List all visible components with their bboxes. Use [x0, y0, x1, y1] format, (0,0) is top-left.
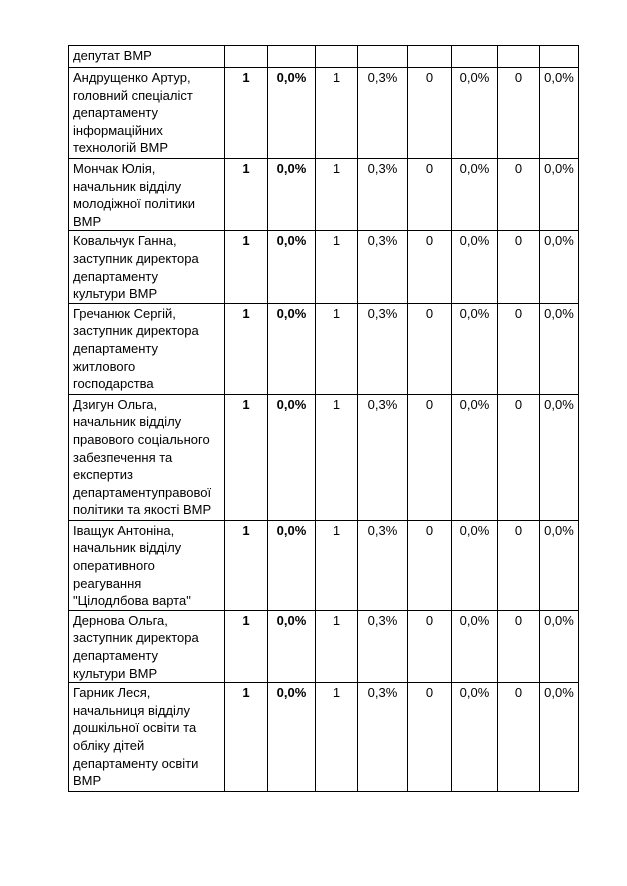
cell-count-4: 0 — [498, 683, 540, 792]
cell-percent-3: 0,0% — [452, 68, 498, 159]
cell-count-2: 1 — [316, 520, 358, 610]
person-text-line: департаменту — [73, 647, 159, 663]
person-text-line: "Цілодлбова варта" — [73, 593, 191, 609]
person-text-line: культури ВМР — [73, 286, 158, 302]
person-text-line: житлового — [73, 358, 136, 374]
person-text-line: обліку дітей — [73, 737, 145, 753]
person-text-line: департаменту — [73, 268, 159, 284]
cell-percent-3: 0,0% — [452, 303, 498, 394]
cell-count-3 — [408, 46, 452, 68]
cell-count-1: 1 — [225, 520, 268, 610]
cell-percent-3: 0,0% — [452, 159, 498, 231]
cell-percent-1: 0,0% — [268, 520, 316, 610]
cell-person — [69, 46, 225, 68]
cell-percent-1: 0,0% — [268, 159, 316, 231]
cell-percent-2 — [358, 46, 408, 68]
cell-percent-3 — [452, 46, 498, 68]
cell-percent-4: 0,0% — [540, 610, 579, 682]
cell-count-1: 1 — [225, 68, 268, 159]
cell-percent-3: 0,0% — [452, 231, 498, 303]
person-text-line: реагування — [73, 575, 142, 591]
cell-percent-1: 0,0% — [268, 231, 316, 303]
table-row — [69, 610, 579, 682]
cell-count-3: 0 — [408, 610, 452, 682]
cell-person — [69, 610, 225, 682]
table-row — [69, 683, 579, 792]
person-text-line: начальник відділу — [73, 178, 182, 194]
person-text-line: Гречанюк Сергій, — [73, 305, 176, 321]
cell-person — [69, 394, 225, 520]
cell-percent-3: 0,0% — [452, 610, 498, 682]
person-text-line: політики та якості ВМР — [73, 502, 212, 518]
cell-count-4: 0 — [498, 68, 540, 159]
cell-person — [69, 520, 225, 610]
table-row — [69, 520, 579, 610]
person-text-line: Андрущенко Артур, — [73, 70, 191, 85]
person-text-line: Дернова Ольга, — [73, 612, 168, 628]
cell-percent-2: 0,3% — [358, 303, 408, 394]
results-table — [68, 45, 579, 792]
cell-person — [69, 303, 225, 394]
person-text-line: експертиз — [73, 467, 133, 483]
cell-count-1: 1 — [225, 683, 268, 792]
person-text-line: господарства — [73, 376, 154, 392]
cell-percent-4: 0,0% — [540, 68, 579, 159]
cell-count-3: 0 — [408, 520, 452, 610]
person-text-line: правового соціального — [73, 431, 210, 447]
cell-count-3: 0 — [408, 303, 452, 394]
cell-percent-1: 0,0% — [268, 683, 316, 792]
table-row — [69, 46, 579, 68]
cell-percent-1: 0,0% — [268, 610, 316, 682]
person-text-line: департаменту освіти — [73, 755, 199, 771]
table-row — [69, 394, 579, 520]
person-text-line: заступник директора — [73, 323, 199, 339]
person-text-line: культури ВМР — [73, 665, 158, 681]
person-text-line: Мончак Юлія, — [73, 161, 156, 176]
cell-percent-1: 0,0% — [268, 68, 316, 159]
cell-percent-4: 0,0% — [540, 394, 579, 520]
person-text-line: Дзигун Ольга, — [73, 396, 158, 412]
table-body — [69, 46, 579, 792]
cell-count-1: 1 — [225, 159, 268, 231]
person-text-line: начальник відділу — [73, 414, 182, 430]
person-text-line: ВМР — [73, 213, 102, 229]
cell-count-2: 1 — [316, 159, 358, 231]
cell-percent-4: 0,0% — [540, 520, 579, 610]
cell-person — [69, 68, 225, 159]
cell-percent-4 — [540, 46, 579, 68]
person-text-line: Гарник Леся, — [73, 685, 151, 701]
person-text-line: забезпечення та — [73, 449, 173, 465]
cell-count-2: 1 — [316, 394, 358, 520]
cell-count-3: 0 — [408, 159, 452, 231]
person-text-line: департаменту — [73, 105, 159, 121]
cell-count-1: 1 — [225, 231, 268, 303]
cell-percent-2: 0,3% — [358, 159, 408, 231]
cell-count-4: 0 — [498, 159, 540, 231]
person-text-line: департаменту — [73, 340, 159, 356]
person-text-line: заступник директора — [73, 250, 199, 266]
cell-percent-2: 0,3% — [358, 683, 408, 792]
cell-count-1: 1 — [225, 610, 268, 682]
cell-count-4: 0 — [498, 303, 540, 394]
cell-count-2: 1 — [316, 610, 358, 682]
cell-percent-3: 0,0% — [452, 683, 498, 792]
person-text-line: оперативного — [73, 557, 155, 573]
cell-count-2: 1 — [316, 683, 358, 792]
cell-percent-2: 0,3% — [358, 520, 408, 610]
table-row — [69, 303, 579, 394]
person-text-line: начальник відділу — [73, 540, 182, 556]
cell-count-3: 0 — [408, 231, 452, 303]
cell-count-2: 1 — [316, 68, 358, 159]
cell-percent-1 — [268, 46, 316, 68]
cell-percent-4: 0,0% — [540, 683, 579, 792]
cell-percent-4: 0,0% — [540, 231, 579, 303]
cell-count-2: 1 — [316, 231, 358, 303]
person-text-line: депутат ВМР — [73, 48, 152, 63]
cell-person — [69, 159, 225, 231]
person-text-line: технологій ВМР — [73, 140, 169, 156]
person-text-line: головний спеціаліст — [73, 87, 193, 103]
cell-percent-2: 0,3% — [358, 231, 408, 303]
cell-percent-2: 0,3% — [358, 610, 408, 682]
cell-count-4: 0 — [498, 394, 540, 520]
person-text-line: дошкільної освіти та — [73, 720, 197, 736]
cell-count-3: 0 — [408, 683, 452, 792]
cell-count-2 — [316, 46, 358, 68]
person-text-line: департаментуправової — [73, 484, 212, 500]
cell-count-4: 0 — [498, 610, 540, 682]
cell-count-2: 1 — [316, 303, 358, 394]
cell-percent-3: 0,0% — [452, 520, 498, 610]
cell-percent-2: 0,3% — [358, 68, 408, 159]
cell-count-4 — [498, 46, 540, 68]
cell-percent-1: 0,0% — [268, 303, 316, 394]
person-text-line: інформаційних — [73, 122, 163, 138]
cell-count-1: 1 — [225, 303, 268, 394]
cell-count-1: 1 — [225, 394, 268, 520]
cell-percent-2: 0,3% — [358, 394, 408, 520]
person-text-line: начальниця відділу — [73, 702, 190, 718]
person-text-line: Іващук Антоніна, — [73, 522, 175, 538]
table-row — [69, 68, 579, 159]
cell-count-3: 0 — [408, 394, 452, 520]
cell-percent-4: 0,0% — [540, 159, 579, 231]
table-row — [69, 159, 579, 231]
person-text-line: ВМР — [73, 773, 102, 789]
cell-percent-4: 0,0% — [540, 303, 579, 394]
cell-count-1 — [225, 46, 268, 68]
cell-person — [69, 231, 225, 303]
cell-count-4: 0 — [498, 520, 540, 610]
table-row — [69, 231, 579, 303]
person-text-line: заступник директора — [73, 630, 199, 646]
person-text-line: Ковальчук Ганна, — [73, 233, 177, 249]
person-text-line: молодіжної політики — [73, 196, 195, 212]
cell-percent-3: 0,0% — [452, 394, 498, 520]
cell-person — [69, 683, 225, 792]
cell-count-4: 0 — [498, 231, 540, 303]
cell-percent-1: 0,0% — [268, 394, 316, 520]
cell-count-3: 0 — [408, 68, 452, 159]
